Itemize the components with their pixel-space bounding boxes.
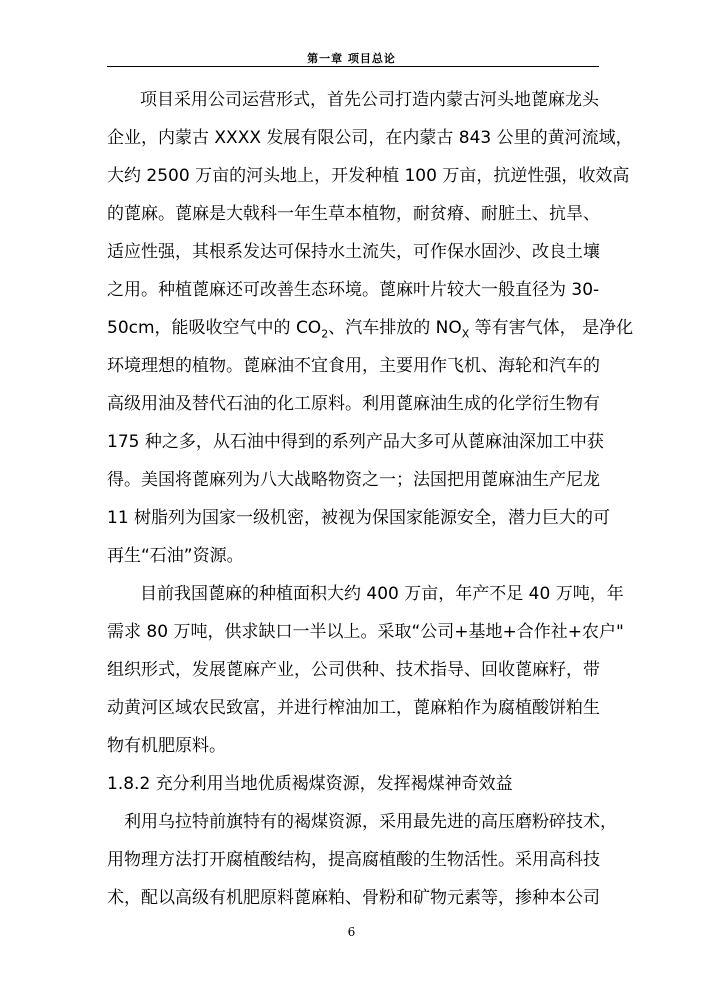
p1-line-7c: 等有害气体， 是净化	[469, 318, 634, 338]
p1-line-13: 再生“石油”资源。	[107, 546, 244, 566]
p1-line-1: 项目采用公司运营形式，首先公司打造内蒙古河头地蓖麻龙头	[140, 90, 599, 110]
p2-line-2: 需求 80 万吨，供求缺口一半以上。采取“公司+基地+合作社+农户"	[107, 622, 624, 642]
running-header: 第一章 项目总论	[307, 52, 396, 65]
p1-line-7b: 、汽车排放的 NO	[328, 318, 462, 338]
p1-line-5: 适应性强，其根系发达可保持水土流失，可作保水固沙、改良土壤	[107, 242, 600, 262]
p1-line-12: 11 树脂列为国家一级机密，被视为保国家能源安全，潜力巨大的可	[107, 508, 611, 528]
co2-subscript: 2	[321, 327, 329, 341]
p1-line-3: 大约 2500 万亩的河头地上，开发种植 100 万亩，抗逆性强，收效高	[107, 166, 630, 186]
p1-line-4: 的蓖麻。蓖麻是大戟科一年生草本植物，耐贫瘠、耐脏土、抗旱、	[107, 204, 600, 224]
p1-line-7a: 50cm，能吸收空气中的 CO	[107, 318, 322, 338]
section-heading: 1.8.2 充分利用当地优质褐煤资源，发挥褐煤神奇效益	[107, 774, 513, 794]
p2-line-3: 组织形式，发展蓖麻产业，公司供种、技术指导、回收蓖麻籽，带	[107, 660, 600, 680]
p1-line-8: 环境理想的植物。蓖麻油不宜食用，主要用作飞机、海轮和汽车的	[107, 356, 600, 376]
p3-line-2: 用物理方法打开腐植酸结构，提高腐植酸的生物活性。采用高科技	[107, 850, 600, 870]
p1-line-6: 之用。种植蓖麻还可改善生态环境。蓖麻叶片较大一般直径为 30-	[107, 280, 600, 300]
p3-line-1: 利用乌拉特前旗特有的褐煤资源，采用最先进的高压磨粉碎技术，	[124, 812, 617, 832]
p1-line-9: 高级用油及替代石油的化工原料。利用蓖麻油生成的化学衍生物有	[107, 394, 600, 414]
p2-line-5: 物有机肥原料。	[107, 736, 226, 756]
p1-line-11: 得。美国将蓖麻列为八大战略物资之一；法国把用蓖麻油生产尼龙	[107, 470, 600, 490]
p1-line-2: 企业，内蒙古 XXXX 发展有限公司，在内蒙古 843 公里的黄河流域，	[107, 128, 633, 148]
p2-line-1: 目前我国蓖麻的种植面积大约 400 万亩，年产不足 40 万吨，年	[140, 584, 624, 604]
p1-line-10: 175 种之多，从石油中得到的系列产品大多可从蓖麻油深加工中获	[107, 432, 604, 452]
header-divider	[107, 66, 599, 67]
p3-line-3: 术，配以高级有机肥原料蓖麻粕、骨粉和矿物元素等，掺种本公司	[107, 888, 600, 908]
page-number: 6	[347, 925, 356, 939]
p1-line-7	[107, 317, 633, 339]
p2-line-4: 动黄河区域农民致富，并进行榨油加工，蓖麻粕作为腐植酸饼粕生	[107, 698, 600, 718]
nox-subscript: X	[461, 327, 470, 341]
